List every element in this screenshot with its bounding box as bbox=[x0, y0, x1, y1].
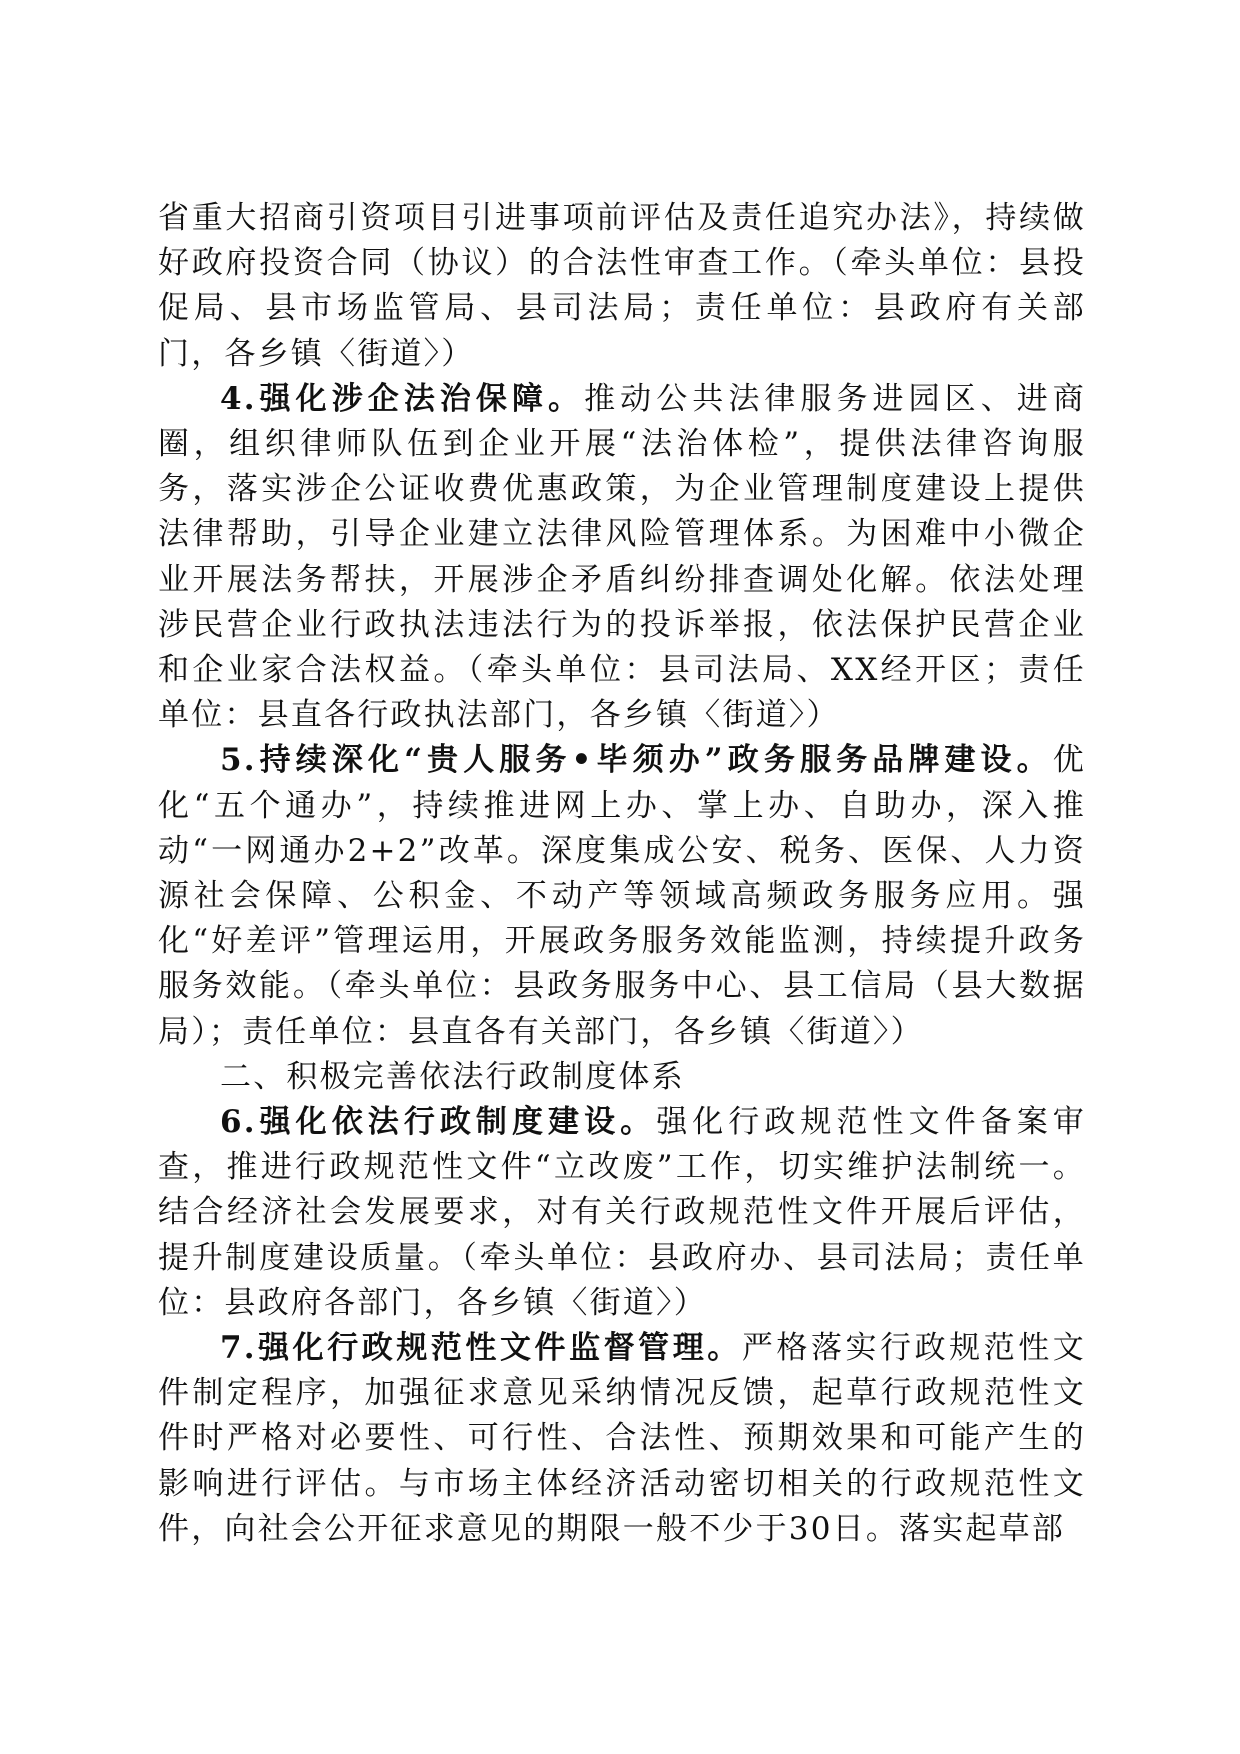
paragraph-item-5 bbox=[158, 738, 1086, 1054]
item-7-body: 严格落实行政规范性文件制定程序，加强征求意见采纳情况反馈，起草行政规范性文件时严格对必要性、可行性、合法性、预期效果和可能产生的影响进行评估。与市场主体经济活动密切相关的行政规范性文件，向社会公开征求意见的期限一般不少于30日。落实起草部 bbox=[158, 1330, 1087, 1547]
paragraph-continuation: 省重大招商引资项目引进事项前评估及责任追究办法》，持续做好政府投资合同（协议）的合法性审查工作。（牵头单位：县投促局、县市场监管局、县司法局；责任单位：县政府有关部门，各乡镇〈街道〉） bbox=[158, 200, 1086, 372]
document-page bbox=[158, 196, 1086, 1552]
item-6-lead: 6.强化依法行政制度建设。 bbox=[220, 1104, 657, 1141]
paragraph-item-4 bbox=[158, 377, 1086, 739]
item-5-body: 优化“五个通办”，持续推进网上办、掌上办、自助办，深入推动“一网通办2+2”改革。深度集成公安、税务、医保、人力资源社会保障、公积金、不动产等领域高频政务服务应用。强化“好差评”管理运用，开展政务服务效能监测，持续提升政务服务效能。（牵头单位：县政务服务中心、县工信局（县大数据局）；责任单位：县直各有关部门，各乡镇〈街道〉） bbox=[158, 742, 1086, 1050]
item-5-lead: 5.持续深化“贵人服务•毕须办”政务服务品牌建设。 bbox=[220, 742, 1053, 779]
item-6-body: 强化行政规范性文件备案审查，推进行政规范性文件“立改废”工作，切实维护法制统一。结合经济社会发展要求，对有关行政规范性文件开展后评估，提升制度建设质量。（牵头单位：县政府办、县司法局；责任单位：县政府各部门，各乡镇〈街道〉） bbox=[158, 1104, 1086, 1321]
paragraph-item-7 bbox=[158, 1326, 1086, 1552]
item-4-lead: 4.强化涉企法治保障。 bbox=[220, 380, 585, 417]
item-7-lead: 7.强化行政规范性文件监督管理。 bbox=[220, 1330, 742, 1367]
item-4-body: 推动公共法律服务进园区、进商圈，组织律师队伍到企业开展“法治体检”，提供法律咨询服务，落实涉企公证收费优惠政策，为企业管理制度建设上提供法律帮助，引导企业建立法律风险管理体系。为困难中小微企业开展法务帮扶，开展涉企矛盾纠纷排查调处化解。依法处理涉民营企业行政执法违法行为的投诉举报，依法保护民营企业和企业家合法权益。（牵头单位：县司法局、XX经开区；责任单位：县直各行政执法部门，各乡镇〈街道〉） bbox=[158, 380, 1087, 734]
section-heading-2: 二、积极完善依法行政制度体系 bbox=[220, 1058, 685, 1095]
paragraph-item-6 bbox=[158, 1100, 1086, 1326]
